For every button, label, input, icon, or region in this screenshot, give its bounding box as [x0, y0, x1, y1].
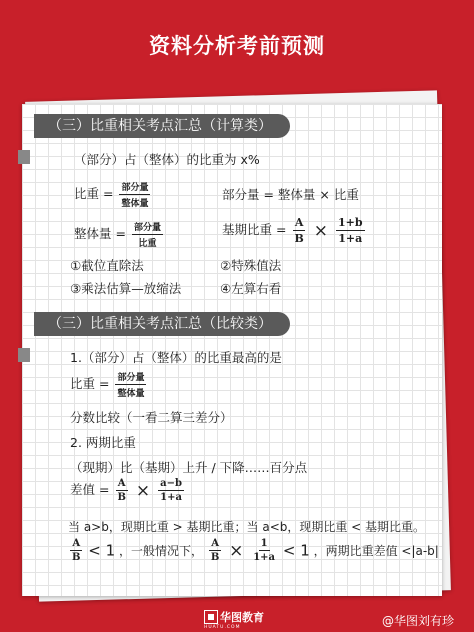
s2-diff-formula [70, 478, 186, 503]
lt-one: < 1 [88, 541, 116, 560]
numerator: A [294, 216, 304, 229]
fraction-ab [70, 538, 82, 563]
denominator: 1+a [253, 552, 276, 563]
label: 比重 = [70, 376, 110, 391]
diff-note: ，两期比重差值 <|a-b| [313, 544, 439, 558]
numerator: 部分量 [132, 220, 163, 235]
logo-icon [204, 610, 218, 624]
s2-bizhong-formula [70, 370, 148, 399]
notes-paper [22, 104, 442, 596]
huatu-logo [204, 606, 264, 630]
numerator: 1+b [337, 216, 363, 229]
section2-banner: （三）比重相关考点汇总（比较类） [34, 312, 290, 336]
denominator: 1+a [160, 492, 182, 503]
denominator: B [294, 232, 304, 245]
s2-item2: 2. 两期比重 [70, 435, 136, 450]
s1-jiqi-formula [222, 216, 367, 245]
times-sign: × [229, 540, 244, 561]
times-sign: × [313, 220, 328, 241]
fraction [115, 370, 146, 399]
fraction-diff [158, 478, 184, 503]
numerator: a−b [160, 478, 182, 489]
s2-trend: （现期）比（基期）上升 / 下降……百分点 [70, 460, 308, 475]
method-4: ④左算右看 [220, 281, 282, 296]
denominator: B [72, 552, 81, 563]
s1-definition: （部分）占（整体）的比重为 x% [74, 152, 260, 167]
page-title: 资料分析考前预测 [149, 34, 325, 58]
general-text: ，一般情况下， [119, 544, 204, 558]
section1-banner: （三）比重相关考点汇总（计算类） [34, 114, 290, 138]
numerator: A [72, 538, 81, 549]
numerator: A [117, 478, 126, 489]
numerator: A [211, 538, 219, 549]
s1-bizhong-formula [74, 180, 152, 209]
fraction-ab [115, 478, 127, 503]
s2-rule: 当 a>b，现期比重 > 基期比重；当 a<b，现期比重 < 基期比重。 [68, 520, 426, 534]
s2-final-line [68, 538, 439, 563]
denominator: 整体量 [117, 389, 145, 399]
label: 基期比重 = [222, 222, 287, 237]
label: 差值 = [70, 482, 110, 497]
s1-zhengti-formula [74, 220, 165, 249]
denominator: B [210, 552, 220, 563]
fraction-growth [336, 216, 365, 245]
method-3: ③乘法估算—放缩法 [70, 281, 182, 296]
s1-bufen-formula: 部分量 = 整体量 × 比重 [222, 187, 359, 202]
logo-subtext: HUATU.COM [204, 625, 241, 630]
fraction-ab [292, 216, 305, 245]
numerator: 部分量 [119, 180, 150, 195]
watermark: @华图刘有珍 [382, 614, 455, 628]
bullet-marker [18, 150, 30, 164]
denominator: B [117, 492, 126, 503]
logo-text: 华图教育 [220, 611, 264, 624]
label: 比重 = [74, 186, 114, 201]
numerator: 部分量 [115, 370, 146, 385]
method-2: ②特殊值法 [220, 258, 282, 273]
denominator: 1+a [338, 232, 363, 245]
label: 整体量 = [74, 226, 126, 241]
bullet-marker [18, 348, 30, 362]
denominator: 比重 [138, 239, 157, 249]
fraction [132, 220, 163, 249]
s2-compare: 分数比较（一看二算三差分） [70, 410, 233, 425]
times-sign: × [135, 480, 151, 501]
numerator: 1 [260, 538, 268, 549]
fraction-one [251, 538, 277, 563]
s2-item1: 1.（部分）占（整体）的比重最高的是 [70, 350, 282, 365]
fraction-ab [209, 538, 221, 563]
method-1: ①截位直除法 [70, 258, 144, 273]
fraction [119, 180, 150, 209]
denominator: 整体量 [121, 199, 149, 209]
lt-one: < 1 [282, 541, 310, 560]
